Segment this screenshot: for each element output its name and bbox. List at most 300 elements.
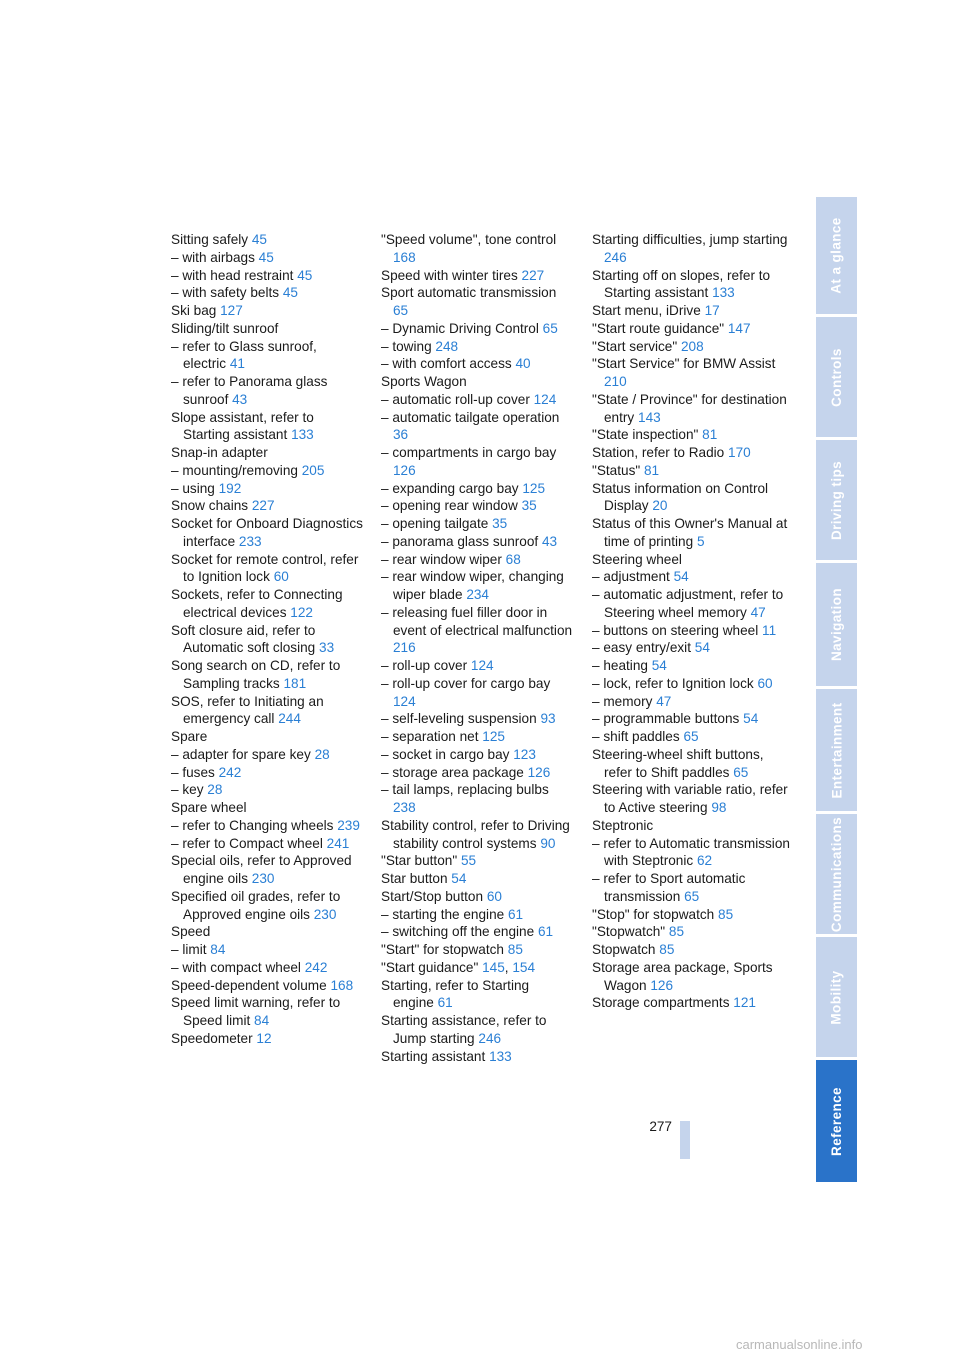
index-entry bbox=[381, 781, 573, 817]
page-link[interactable]: 36 bbox=[393, 427, 409, 443]
page-link[interactable]: 40 bbox=[515, 356, 531, 372]
page-link[interactable]: 168 bbox=[393, 249, 416, 265]
page-link[interactable]: 35 bbox=[492, 516, 508, 531]
index-entry bbox=[592, 728, 792, 746]
index-entry bbox=[592, 710, 792, 728]
entry-text: – rear window wiper, changing wiper blade bbox=[381, 569, 564, 602]
entry-text: Speed bbox=[171, 924, 211, 940]
page-link[interactable]: 54 bbox=[743, 711, 759, 727]
index-entry bbox=[592, 515, 792, 551]
chapter-tab-at-a-glance[interactable] bbox=[816, 197, 857, 314]
page-link[interactable]: 208 bbox=[680, 338, 704, 354]
index-entry bbox=[381, 728, 573, 746]
index-entry bbox=[381, 604, 573, 657]
entry-text: – starting the engine bbox=[381, 906, 505, 922]
entry-text: – heating bbox=[592, 658, 648, 673]
entry-text: "Start Service" for BMW Assist bbox=[592, 356, 776, 372]
index-entry bbox=[592, 941, 792, 959]
entry-text: – lock, refer to Ignition lock bbox=[592, 675, 754, 691]
entry-text: Slope assistant, refer to Starting assistant bbox=[171, 409, 314, 443]
entry-text: – socket in cargo bay bbox=[381, 746, 510, 762]
index-entry bbox=[381, 409, 573, 445]
index-entry bbox=[171, 959, 363, 977]
index-entry bbox=[592, 302, 792, 320]
page-link[interactable]: 35 bbox=[521, 498, 537, 514]
index-entry bbox=[171, 994, 363, 1030]
index-entry bbox=[381, 764, 573, 782]
index-entry bbox=[592, 781, 792, 817]
chapter-tab-label: At a glance bbox=[829, 217, 844, 294]
index-entry bbox=[381, 675, 573, 711]
index-entry bbox=[381, 231, 573, 267]
page-link[interactable]: 133 bbox=[489, 1048, 512, 1064]
page-link[interactable]: 45 bbox=[297, 267, 313, 283]
page-link[interactable]: 90 bbox=[540, 835, 556, 851]
index-entry bbox=[592, 675, 792, 693]
entry-text: – memory bbox=[592, 693, 653, 709]
index-entry bbox=[171, 551, 363, 587]
page-link[interactable]: 43 bbox=[232, 391, 248, 407]
entry-text: "Stop" for stopwatch bbox=[592, 906, 715, 922]
page-link[interactable]: 93 bbox=[540, 711, 556, 727]
page-link[interactable]: 85 bbox=[659, 942, 675, 957]
page-link[interactable]: 181 bbox=[283, 675, 307, 691]
chapter-tab-label: Driving tips bbox=[829, 460, 844, 540]
index-entry bbox=[171, 1030, 363, 1048]
index-entry bbox=[171, 409, 363, 445]
entry-text: – separation net bbox=[381, 729, 479, 744]
entry-text: – refer to Automatic transmission with Steptronic bbox=[592, 835, 790, 869]
index-entry bbox=[381, 817, 573, 853]
entry-text: – opening rear window bbox=[381, 498, 518, 514]
page-link[interactable]: 234 bbox=[466, 587, 489, 602]
entry-text: – refer to Panorama glass sunroof bbox=[171, 374, 328, 407]
page-link[interactable]: 147 bbox=[727, 320, 751, 336]
index-entry bbox=[381, 906, 573, 924]
page-link[interactable]: 47 bbox=[750, 604, 766, 620]
entry-text: – panorama glass sunroof bbox=[381, 533, 539, 549]
index-entry bbox=[171, 320, 363, 338]
index-entry bbox=[592, 586, 792, 622]
page-link[interactable]: 45 bbox=[258, 249, 274, 265]
index-entry bbox=[171, 480, 363, 498]
entry-text: Specified oil grades, refer to Approved engine oils bbox=[171, 888, 341, 922]
entry-text: Speedometer bbox=[171, 1030, 253, 1046]
index-entry bbox=[592, 639, 792, 657]
index-entry bbox=[171, 799, 363, 817]
entry-text: – buttons on steering wheel bbox=[592, 622, 759, 638]
entry-text: – refer to Compact wheel bbox=[171, 835, 323, 851]
entry-text: – towing bbox=[381, 338, 432, 354]
index-entry bbox=[381, 391, 573, 409]
entry-text: – programmable buttons bbox=[592, 711, 740, 727]
page-link[interactable]: 65 bbox=[542, 320, 558, 336]
index-entry bbox=[171, 497, 363, 515]
page-link[interactable]: 20 bbox=[652, 498, 668, 514]
chapter-tabs bbox=[816, 197, 857, 1161]
index-entry bbox=[592, 994, 792, 1012]
index-entry bbox=[171, 267, 363, 285]
index-entry bbox=[592, 870, 792, 906]
entry-text: – switching off the engine bbox=[381, 924, 535, 940]
entry-text: "State / Province" for destination entry bbox=[592, 391, 787, 425]
page-link[interactable]: 54 bbox=[451, 871, 467, 886]
page-link[interactable]: 11 bbox=[762, 622, 777, 638]
index-entry bbox=[381, 497, 573, 515]
page-link[interactable]: 233 bbox=[238, 533, 262, 549]
entry-text: – tail lamps, replacing bulbs bbox=[381, 782, 549, 798]
page-link[interactable]: 230 bbox=[251, 871, 275, 886]
page-link[interactable]: 61 bbox=[507, 906, 524, 922]
entry-text: – roll-up cover for cargo bay bbox=[381, 675, 551, 691]
page-link[interactable]: 33 bbox=[319, 640, 335, 656]
entry-text: Speed limit warning, refer to Speed limit bbox=[171, 995, 341, 1028]
index-entry bbox=[381, 480, 573, 498]
index-entry bbox=[171, 444, 363, 462]
chapter-tab-communications[interactable] bbox=[816, 814, 857, 934]
entry-text: Ski bag bbox=[171, 303, 217, 318]
page-link[interactable]: 143 bbox=[638, 409, 661, 425]
index-entry bbox=[171, 284, 363, 302]
page-link[interactable]: 121 bbox=[733, 995, 756, 1011]
entry-text: – automatic roll-up cover bbox=[381, 391, 530, 407]
entry-text: Sport automatic transmission bbox=[381, 285, 557, 301]
page-link[interactable]: 126 bbox=[650, 977, 674, 993]
entry-text: "Stopwatch" bbox=[592, 924, 666, 940]
page-link[interactable]: 238 bbox=[393, 800, 416, 815]
entry-text: "Start route guidance" bbox=[592, 320, 725, 336]
page-link[interactable]: 216 bbox=[393, 640, 416, 656]
index-entry bbox=[381, 533, 573, 551]
page-link[interactable]: 242 bbox=[304, 959, 328, 975]
page-link[interactable]: 60 bbox=[486, 888, 502, 904]
index-entry bbox=[381, 941, 573, 959]
index-entry bbox=[592, 959, 792, 995]
page-link[interactable]: 61 bbox=[437, 995, 453, 1011]
index-entry bbox=[592, 267, 792, 303]
page-link[interactable]: 12 bbox=[256, 1030, 272, 1046]
entry-text: Status information on Control Display bbox=[592, 480, 769, 514]
page-link[interactable]: 210 bbox=[604, 374, 627, 389]
index-entry bbox=[171, 941, 363, 959]
page-link[interactable]: 60 bbox=[273, 569, 289, 585]
index-entry bbox=[381, 710, 573, 728]
entry-text: – automatic adjustment, refer to Steering wheel memory bbox=[592, 587, 784, 620]
page-link[interactable]: 98 bbox=[711, 800, 727, 815]
index-entry bbox=[381, 551, 573, 569]
index-entry bbox=[171, 249, 363, 267]
entry-text: "Start" for stopwatch bbox=[381, 942, 504, 957]
entry-text: Snow chains bbox=[171, 498, 249, 514]
entry-text: – using bbox=[171, 480, 215, 496]
page-link[interactable]: 123 bbox=[513, 746, 536, 762]
index-entry bbox=[171, 888, 363, 924]
index-entry bbox=[171, 852, 363, 888]
page-link[interactable]: 81 bbox=[702, 427, 718, 443]
page-link[interactable]: 68 bbox=[505, 551, 521, 567]
index-entry bbox=[171, 746, 363, 764]
entry-text: "State inspection" bbox=[592, 427, 699, 443]
index-entry bbox=[592, 817, 792, 835]
entry-text: Steptronic bbox=[592, 817, 654, 833]
index-entry bbox=[592, 568, 792, 586]
entry-text: Spare bbox=[171, 729, 208, 744]
page-link[interactable]: 168 bbox=[330, 977, 354, 993]
chapter-tab-navigation[interactable] bbox=[816, 563, 857, 686]
page-link[interactable]: 205 bbox=[301, 462, 325, 478]
entry-text: Socket for remote control, refer to Ignition lock bbox=[171, 551, 359, 585]
page-link[interactable]: 124 bbox=[393, 693, 416, 709]
index-entry bbox=[592, 338, 792, 356]
index-entry bbox=[592, 622, 792, 640]
entry-text: – roll-up cover bbox=[381, 658, 468, 673]
entry-text: Speed with winter tires bbox=[381, 267, 518, 283]
chapter-tab-label: Navigation bbox=[829, 587, 845, 662]
page-link[interactable]: 41 bbox=[229, 356, 245, 372]
index-entry bbox=[381, 852, 573, 870]
entry-text: Storage compartments bbox=[592, 995, 730, 1011]
page-link[interactable]: 154 bbox=[512, 959, 536, 975]
entry-text: – adapter for spare key bbox=[171, 746, 311, 762]
index-entry bbox=[171, 462, 363, 480]
entry-text: – rear window wiper bbox=[381, 551, 502, 567]
page-link[interactable]: 54 bbox=[673, 569, 689, 585]
index-entry bbox=[171, 586, 363, 622]
index-entry bbox=[171, 373, 363, 409]
entry-text: – with compact wheel bbox=[171, 959, 301, 975]
page-link[interactable]: 125 bbox=[482, 729, 505, 744]
index-entry bbox=[592, 426, 792, 444]
index-entry bbox=[171, 657, 363, 693]
page-link[interactable]: 81 bbox=[643, 462, 660, 478]
index-entry bbox=[592, 480, 792, 516]
page-link[interactable]: 242 bbox=[218, 764, 242, 780]
page-link[interactable]: 230 bbox=[313, 906, 337, 922]
chapter-tab-label: Controls bbox=[829, 347, 845, 407]
entry-text: "Speed volume", tone control bbox=[381, 232, 557, 247]
page-link[interactable]: 239 bbox=[337, 817, 360, 833]
entry-text: – self-leveling suspension bbox=[381, 711, 537, 727]
chapter-tab-label: Mobility bbox=[829, 969, 845, 1025]
index-entry bbox=[381, 888, 573, 906]
page-link[interactable]: 54 bbox=[651, 658, 667, 673]
index-entry: "Start guidance" 145, 154 bbox=[381, 959, 536, 975]
page-link[interactable]: 244 bbox=[278, 711, 301, 727]
entry-text: – adjustment bbox=[592, 569, 670, 585]
index-entry bbox=[171, 338, 363, 374]
page-link[interactable]: 60 bbox=[757, 675, 773, 691]
index-entry bbox=[171, 923, 363, 941]
page-link[interactable]: 47 bbox=[656, 693, 672, 709]
entry-text: Sitting safely bbox=[171, 232, 249, 247]
page-link[interactable]: 125 bbox=[522, 480, 546, 496]
chapter-tab-label: Communications bbox=[829, 816, 844, 932]
index-entry bbox=[592, 320, 792, 338]
page-link[interactable]: 127 bbox=[220, 303, 243, 318]
index-entry bbox=[592, 693, 792, 711]
index-entry bbox=[171, 977, 363, 995]
entry-text: – shift paddles bbox=[592, 729, 680, 744]
entry-text: Starting, refer to Starting engine bbox=[381, 977, 530, 1011]
index-entry bbox=[592, 462, 792, 480]
index-entry bbox=[381, 746, 573, 764]
index-entry bbox=[592, 444, 792, 462]
page-link[interactable]: 241 bbox=[326, 835, 350, 851]
page-link[interactable]: 246 bbox=[604, 249, 627, 265]
chapter-tab-controls[interactable] bbox=[816, 317, 857, 437]
index-entry bbox=[171, 781, 363, 799]
page-link[interactable]: 28 bbox=[207, 782, 223, 798]
index-column-3 bbox=[592, 231, 792, 1012]
entry-text: – automatic tailgate operation bbox=[381, 409, 560, 425]
page-link[interactable]: 65 bbox=[393, 303, 409, 318]
entry-text: Starting assistance, refer to Jump starting bbox=[381, 1013, 547, 1046]
entry-text: "Star button" bbox=[381, 853, 458, 869]
page-link[interactable]: 133 bbox=[712, 285, 735, 301]
page-link[interactable]: 133 bbox=[291, 427, 314, 443]
index-entry bbox=[592, 906, 792, 924]
entry-text: Star button bbox=[381, 871, 448, 886]
page-link[interactable]: 227 bbox=[251, 498, 275, 514]
entry-text: – key bbox=[171, 782, 204, 798]
page-link[interactable]: 248 bbox=[435, 338, 459, 354]
page-link[interactable]: 124 bbox=[533, 391, 557, 407]
chapter-tab-label: Entertainment bbox=[829, 702, 844, 798]
entry-text: – easy entry/exit bbox=[592, 640, 691, 656]
index-entry bbox=[171, 835, 363, 853]
entry-text: – compartments in cargo bay bbox=[381, 445, 557, 460]
page-link[interactable]: 122 bbox=[290, 604, 313, 620]
entry-text: – Dynamic Driving Control bbox=[381, 320, 539, 336]
page-link[interactable]: 54 bbox=[694, 640, 710, 656]
page-link[interactable]: 43 bbox=[541, 533, 558, 549]
index-entry bbox=[381, 1048, 573, 1066]
page-link[interactable]: 61 bbox=[537, 924, 554, 940]
entry-text: – expanding cargo bay bbox=[381, 480, 519, 496]
index-entry bbox=[381, 338, 573, 356]
page-link[interactable]: 84 bbox=[254, 1013, 270, 1028]
entry-text: Starting assistant bbox=[381, 1048, 486, 1064]
entry-text: – releasing fuel filler door in event of electrical malfunction bbox=[381, 604, 573, 638]
page-link[interactable]: 5 bbox=[696, 533, 705, 549]
page-link[interactable]: 65 bbox=[684, 888, 700, 904]
page-link[interactable]: 85 bbox=[507, 942, 523, 957]
index-entry bbox=[592, 355, 792, 391]
chapter-tab-entertainment[interactable] bbox=[816, 689, 857, 811]
page-link[interactable]: 45 bbox=[251, 232, 267, 247]
page-link[interactable]: 124 bbox=[470, 658, 494, 673]
page-link[interactable]: 246 bbox=[478, 1030, 502, 1046]
page-link[interactable]: 65 bbox=[733, 764, 749, 780]
entry-text: Station, refer to Radio bbox=[592, 445, 725, 460]
entry-text: – refer to Glass sunroof, electric bbox=[171, 338, 317, 372]
index-entry bbox=[381, 923, 573, 941]
entry-text: – with comfort access bbox=[381, 356, 512, 372]
entry-text: Starting difficulties, jump starting bbox=[592, 232, 788, 247]
index-entry bbox=[381, 267, 573, 285]
entry-text: Start/Stop button bbox=[381, 888, 484, 904]
index-entry bbox=[592, 231, 792, 267]
entry-text: Steering-wheel shift buttons, refer to Shift paddles bbox=[592, 746, 764, 780]
page-link[interactable]: 192 bbox=[218, 480, 242, 496]
page-link[interactable]: 126 bbox=[393, 462, 416, 478]
index-entry bbox=[381, 444, 573, 480]
chapter-tab-driving-tips[interactable] bbox=[816, 440, 857, 560]
index-entry bbox=[171, 693, 363, 729]
index-entry bbox=[381, 977, 573, 1013]
chapter-tab-reference[interactable] bbox=[816, 1060, 857, 1182]
entry-text: Start menu, iDrive bbox=[592, 303, 701, 318]
index-column-1 bbox=[171, 231, 363, 1048]
index-entry bbox=[381, 320, 573, 338]
page-link[interactable]: 55 bbox=[460, 853, 477, 869]
entry-text: Snap-in adapter bbox=[171, 445, 268, 460]
entry-text: – mounting/removing bbox=[171, 462, 298, 478]
watermark: carmanualsonline.info bbox=[736, 1337, 863, 1352]
entry-text: – storage area package bbox=[381, 764, 524, 780]
index-entry bbox=[381, 568, 573, 604]
page-link[interactable]: 170 bbox=[728, 445, 751, 460]
entry-text: Stopwatch bbox=[592, 942, 656, 957]
index-entry bbox=[171, 302, 363, 320]
page-link[interactable]: 145 bbox=[482, 959, 505, 975]
page-link[interactable]: 45 bbox=[282, 285, 298, 301]
index-entry bbox=[592, 391, 792, 427]
page-link[interactable]: 17 bbox=[704, 303, 720, 318]
entry-text: Special oils, refer to Approved engine oils bbox=[171, 853, 352, 886]
page-link[interactable]: 227 bbox=[521, 267, 545, 283]
chapter-tab-mobility[interactable] bbox=[816, 937, 857, 1057]
page-link[interactable]: 85 bbox=[718, 906, 734, 922]
entry-text: Steering wheel bbox=[592, 551, 682, 567]
index-entry bbox=[592, 746, 792, 782]
entry-text: – refer to Sport automatic transmission bbox=[592, 871, 746, 904]
index-entry bbox=[171, 231, 363, 249]
index-entry bbox=[171, 515, 363, 551]
entry-text: "Start service" bbox=[592, 338, 678, 354]
entry-text: – with head restraint bbox=[171, 267, 294, 283]
index-entry bbox=[171, 817, 363, 835]
page-number-bar bbox=[680, 1121, 690, 1159]
entry-text: – with airbags bbox=[171, 249, 255, 265]
entry-text: – limit bbox=[171, 942, 207, 957]
index-entry bbox=[381, 355, 573, 373]
index-entry bbox=[381, 515, 573, 533]
page-link[interactable]: 62 bbox=[696, 853, 713, 869]
page-link[interactable]: 84 bbox=[210, 942, 226, 957]
entry-text: Sockets, refer to Connecting electrical devices bbox=[171, 587, 343, 620]
page-link[interactable]: 28 bbox=[314, 746, 330, 762]
entry-text: Spare wheel bbox=[171, 800, 247, 815]
entry-text: – opening tailgate bbox=[381, 516, 489, 531]
index-entry bbox=[381, 657, 573, 675]
entry-text: Storage area package, Sports Wagon bbox=[592, 959, 773, 993]
entry-text: Speed-dependent volume bbox=[171, 977, 327, 993]
index-entry bbox=[592, 835, 792, 871]
entry-text: Soft closure aid, refer to Automatic soft closing bbox=[171, 622, 316, 656]
page-link[interactable]: 85 bbox=[668, 924, 685, 940]
page-link[interactable]: 126 bbox=[527, 764, 551, 780]
index-entry bbox=[381, 1012, 573, 1048]
index-column-2 bbox=[381, 231, 573, 1065]
index-entry bbox=[171, 622, 363, 658]
entry-text: – refer to Changing wheels bbox=[171, 817, 334, 833]
index-entry bbox=[171, 764, 363, 782]
index-entry bbox=[592, 923, 792, 941]
index-entry bbox=[592, 551, 792, 569]
entry-text: Socket for Onboard Diagnostics interface bbox=[171, 516, 363, 549]
page-link[interactable]: 65 bbox=[683, 729, 699, 744]
